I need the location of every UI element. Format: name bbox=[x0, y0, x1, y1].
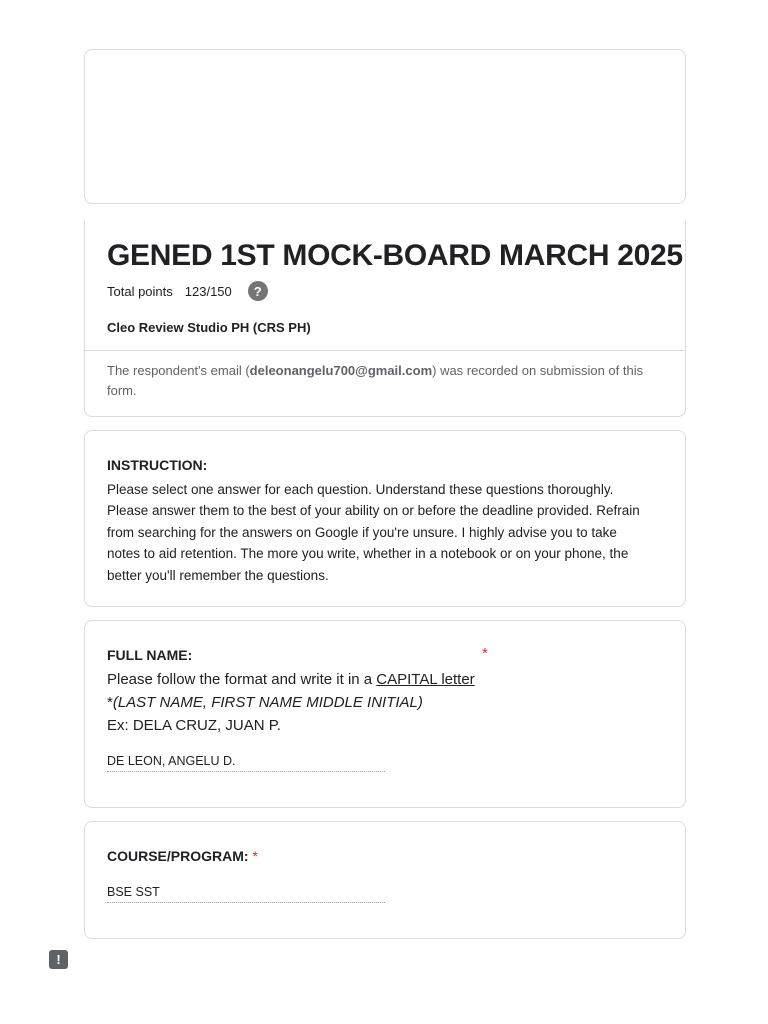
description-italic-text: (LAST NAME, FIRST NAME MIDDLE INITIAL) bbox=[112, 694, 423, 711]
total-points-label: Total points bbox=[107, 283, 173, 299]
respondent-email: deleonangelu700@gmail.com bbox=[249, 363, 433, 378]
instruction-card bbox=[84, 430, 686, 607]
form-title: GENED 1ST MOCK-BOARD MARCH 2025 bbox=[107, 239, 683, 272]
required-asterisk: * bbox=[482, 645, 488, 662]
organization-name: Cleo Review Studio PH (CRS PH) bbox=[107, 320, 311, 335]
instruction-body: Please select one answer for each question. Understand these questions thoroughly. Please answer them to the best of your ability on or before the deadline provided. Refrain from searching for the answers on Google if you're unsure. I highly advise you to take notes to aid retention. The more you write, whether in a notebook or on your phone, the better you'll remember the questions. bbox=[107, 482, 640, 583]
email-note-prefix: The respondent's email ( bbox=[107, 363, 250, 378]
description-example: Ex: DELA CRUZ, JUAN P. bbox=[107, 717, 281, 734]
question-description bbox=[107, 668, 475, 737]
total-points-row bbox=[107, 281, 268, 301]
form-header-card bbox=[84, 221, 686, 417]
respondent-email-note bbox=[107, 361, 663, 401]
description-underlined-text: CAPITAL letter bbox=[376, 671, 475, 688]
question-title-text: COURSE/PROGRAM: bbox=[107, 848, 249, 864]
full-name-answer[interactable]: DE LEON, ANGELU D. bbox=[107, 754, 385, 772]
total-points-score: 123/150 bbox=[184, 283, 232, 299]
question-title: FULL NAME: bbox=[107, 647, 193, 663]
description-star: * bbox=[107, 694, 113, 711]
required-asterisk: * bbox=[252, 848, 258, 864]
course-answer[interactable]: BSE SST bbox=[107, 885, 385, 903]
header-banner bbox=[84, 49, 686, 204]
header-divider bbox=[85, 350, 685, 351]
question-card-course bbox=[84, 821, 686, 939]
help-circle-icon[interactable]: ? bbox=[248, 281, 268, 301]
description-text: Please follow the format and write it in a bbox=[107, 671, 377, 688]
feedback-icon[interactable]: ! bbox=[49, 950, 68, 969]
description-line bbox=[107, 668, 475, 691]
email-note-suffix: ) was recorded on submission of this form. bbox=[107, 363, 644, 398]
instruction-title: INSTRUCTION: bbox=[107, 457, 208, 473]
question-card-full-name bbox=[84, 620, 686, 808]
question-title bbox=[107, 848, 258, 864]
description-line bbox=[107, 691, 475, 714]
